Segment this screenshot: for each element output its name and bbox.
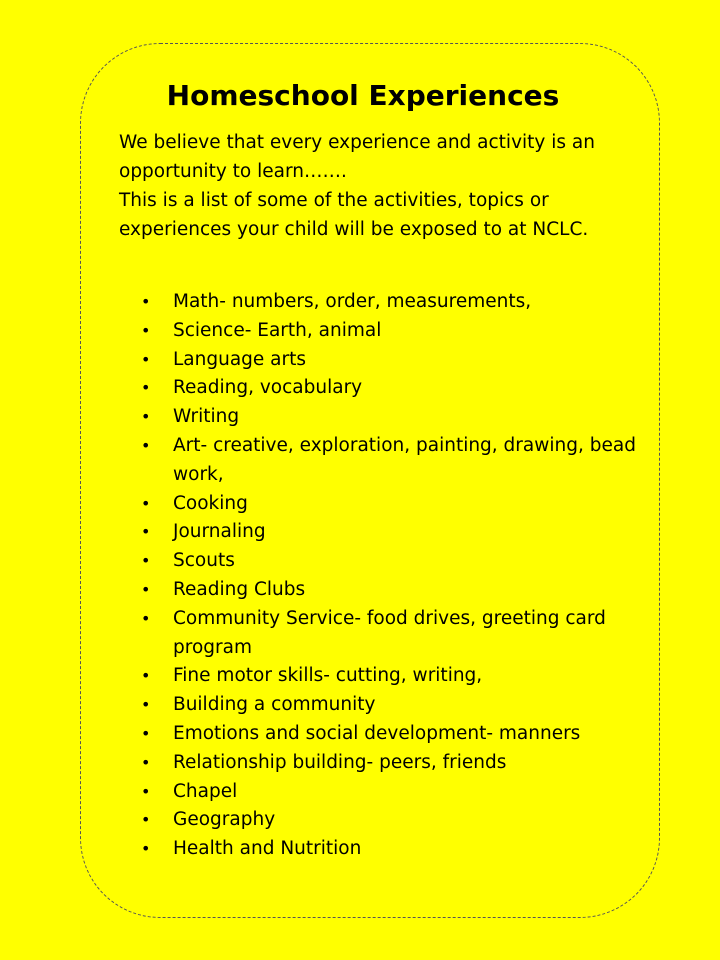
list-item-text: Scouts (173, 550, 235, 572)
list-item-text: Language arts (173, 348, 307, 370)
bullet-icon: • (141, 349, 151, 369)
list-item (119, 317, 659, 346)
bullet-icon: • (141, 551, 151, 571)
list-item (119, 720, 659, 749)
list-item (119, 518, 659, 547)
bullet-icon: • (141, 666, 151, 686)
bullet-icon: • (141, 320, 151, 340)
page-title: Homeschool Experiences (166, 79, 560, 112)
bullet-icon: • (141, 407, 151, 427)
list-item (119, 662, 659, 691)
list-item (119, 576, 659, 605)
list-item-text: Math- numbers, order, measurements, (173, 291, 532, 312)
list-item-text: Journaling (173, 521, 266, 543)
list-item-text: Building a community (173, 694, 376, 716)
list-item (119, 374, 659, 403)
bullet-icon: • (141, 781, 151, 801)
intro-paragraph (119, 128, 639, 244)
list-item-text: Reading Clubs (173, 578, 306, 600)
list-item (119, 432, 659, 490)
list-item-text: Reading, vocabulary (173, 377, 363, 399)
bullet-icon: • (141, 579, 151, 599)
intro-line-list-description: This is a list of some of the activities, topics or experiences your child will be exposed to at NCLC. (119, 190, 589, 240)
list-item (119, 490, 659, 519)
list-item-text: Fine motor skills- cutting, writing, (173, 665, 483, 687)
bullet-icon: • (141, 493, 151, 513)
list-item-text: Geography (173, 809, 276, 831)
bullet-icon: • (141, 292, 151, 311)
list-item (119, 547, 659, 576)
bullet-icon: • (141, 378, 151, 398)
bullet-icon: • (141, 723, 151, 743)
list-item-text: Emotions and social development- manners (173, 722, 581, 744)
bullet-icon: • (141, 752, 151, 772)
bullet-icon: • (141, 522, 151, 542)
intro-line-belief: We believe that every experience and activity is an opportunity to learn……. (119, 132, 595, 182)
list-item-text: Cooking (173, 492, 248, 514)
activities-list (119, 288, 659, 864)
list-item-text: Community Service- food drives, greeting card program (173, 607, 606, 658)
list-item (119, 288, 659, 317)
bullet-icon: • (141, 810, 151, 830)
list-item-text: Health and Nutrition (173, 838, 362, 860)
list-item (119, 403, 659, 432)
list-item (119, 605, 659, 663)
list-item-text: Relationship building- peers, friends (173, 751, 507, 773)
list-item (119, 691, 659, 720)
list-item (119, 778, 659, 807)
list-item (119, 346, 659, 375)
list-item-text: Writing (173, 406, 240, 428)
bullet-icon: • (141, 608, 151, 628)
list-item-text: Chapel (173, 780, 238, 802)
list-item (119, 749, 659, 778)
bullet-icon: • (141, 695, 151, 715)
list-item (119, 806, 659, 835)
list-item-text: Science- Earth, animal (173, 319, 382, 341)
bullet-icon: • (141, 435, 151, 455)
list-item (119, 835, 659, 864)
list-item-text: Art- creative, exploration, painting, drawing, bead work, (173, 434, 636, 485)
bullet-icon: • (141, 839, 151, 859)
